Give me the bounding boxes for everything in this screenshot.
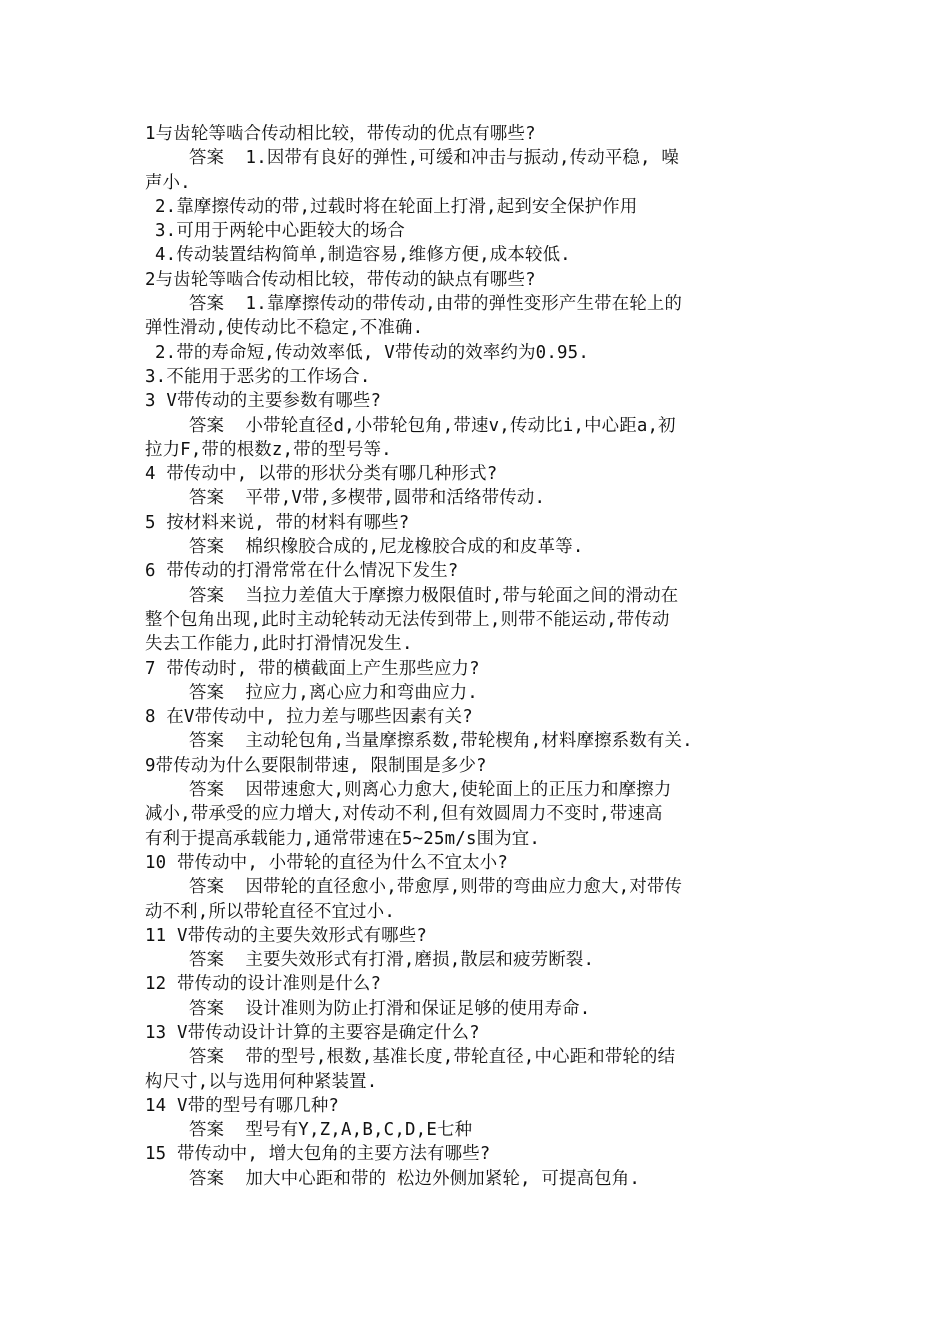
answer-line: 答案 主动轮包角,当量摩擦系数,带轮楔角,材料摩擦系数有关. bbox=[189, 731, 693, 752]
continuation-line: 声小. bbox=[145, 172, 191, 193]
answer-line: 答案 加大中心距和带的 松边外侧加紧轮, 可提高包角. bbox=[189, 1168, 641, 1189]
answer-sub-item: 3.可用于两轮中心距较大的场合 bbox=[155, 221, 406, 242]
answer-line: 答案 当拉力差值大于摩擦力极限值时,带与轮面之间的滑动在 bbox=[189, 585, 679, 606]
answer-line: 答案 棉织橡胶合成的,尼龙橡胶合成的和皮革等. bbox=[189, 537, 584, 558]
question-line: 2与齿轮等啮合传动相比较，带传动的缺点有哪些? bbox=[145, 269, 536, 290]
answer-line: 答案 小带轮直径d,小带轮包角,带速v,传动比i,中心距a,初 bbox=[189, 415, 676, 436]
answer-line: 答案 因带轮的直径愈小,带愈厚,则带的弯曲应力愈大,对带传 bbox=[189, 877, 683, 898]
continuation-line: 拉力F,带的根数z,带的型号等. bbox=[145, 439, 392, 460]
question-line: 10 带传动中, 小带轮的直径为什么不宜太小? bbox=[145, 852, 509, 873]
continuation-line: 有利于提高承载能力,通常带速在5~25m/s围为宜. bbox=[145, 828, 541, 849]
question-line: 11 V带传动的主要失效形式有哪些? bbox=[145, 925, 428, 946]
continuation-line: 失去工作能力,此时打滑情况发生. bbox=[145, 634, 413, 655]
question-line: 8 在V带传动中, 拉力差与哪些因素有关? bbox=[145, 707, 473, 728]
question-line: 12 带传动的设计准则是什么? bbox=[145, 974, 382, 995]
document-body bbox=[145, 122, 810, 1191]
answer-line: 答案 主要失效形式有打滑,磨损,散层和疲劳断裂. bbox=[189, 950, 595, 971]
continuation-line: 减小,带承受的应力增大,对传动不利,但有效圆周力不变时,带速高 bbox=[145, 804, 663, 825]
continuation-line: 弹性滑动,使传动比不稳定,不准确. bbox=[145, 318, 424, 339]
answer-line: 答案 因带速愈大,则离心力愈大,使轮面上的正压力和摩擦力 bbox=[189, 780, 672, 801]
question-line: 13 V带传动设计计算的主要容是确定什么? bbox=[145, 1022, 480, 1043]
question-line: 6 带传动的打滑常常在什么情况下发生? bbox=[145, 561, 459, 582]
continuation-line: 构尺寸,以与选用何种紧装置. bbox=[145, 1071, 378, 1092]
answer-line: 答案 1.靠摩擦传动的带传动,由带的弹性变形产生带在轮上的 bbox=[189, 294, 683, 315]
answer-sub-item: 2.靠摩擦传动的带,过载时将在轮面上打滑,起到安全保护作用 bbox=[155, 196, 638, 217]
question-line: 3 V带传动的主要参数有哪些? bbox=[145, 391, 382, 412]
question-line: 7 带传动时, 带的横截面上产生那些应力? bbox=[145, 658, 480, 679]
answer-line: 答案 1.因带有良好的弹性,可缓和冲击与振动,传动平稳, 噪 bbox=[189, 148, 679, 169]
answer-line: 答案 带的型号,根数,基准长度,带轮直径,中心距和带轮的结 bbox=[189, 1047, 676, 1068]
question-line: 1与齿轮等啮合传动相比较，带传动的优点有哪些? bbox=[145, 124, 536, 144]
question-line: 14 V带的型号有哪几种? bbox=[145, 1095, 340, 1116]
question-line: 9带传动为什么要限制带速, 限制围是多少? bbox=[145, 755, 487, 776]
answer-line: 答案 型号有Y,Z,A,B,C,D,E七种 bbox=[189, 1120, 473, 1141]
answer-sub-item: 4.传动装置结构简单,制造容易,维修方便,成本较低. bbox=[155, 245, 571, 266]
answer-sub-item: 2.带的寿命短,传动效率低, V带传动的效率约为0.95. bbox=[155, 342, 590, 363]
answer-line: 答案 平带,V带,多楔带,圆带和活络带传动. bbox=[189, 488, 546, 509]
answer-line: 答案 拉应力,离心应力和弯曲应力. bbox=[189, 682, 478, 703]
question-line: 15 带传动中, 增大包角的主要方法有哪些? bbox=[145, 1144, 491, 1165]
continuation-line: 3.不能用于恶劣的工作场合. bbox=[145, 366, 371, 387]
question-line: 5 按材料来说, 带的材料有哪些? bbox=[145, 512, 410, 533]
continuation-line: 整个包角出现,此时主动轮转动无法传到带上,则带不能运动,带传动 bbox=[145, 609, 670, 630]
continuation-line: 动不利,所以带轮直径不宜过小. bbox=[145, 901, 396, 922]
answer-line: 答案 设计准则为防止打滑和保证足够的使用寿命. bbox=[189, 998, 591, 1019]
question-line: 4 带传动中, 以带的形状分类有哪几种形式? bbox=[145, 464, 498, 485]
